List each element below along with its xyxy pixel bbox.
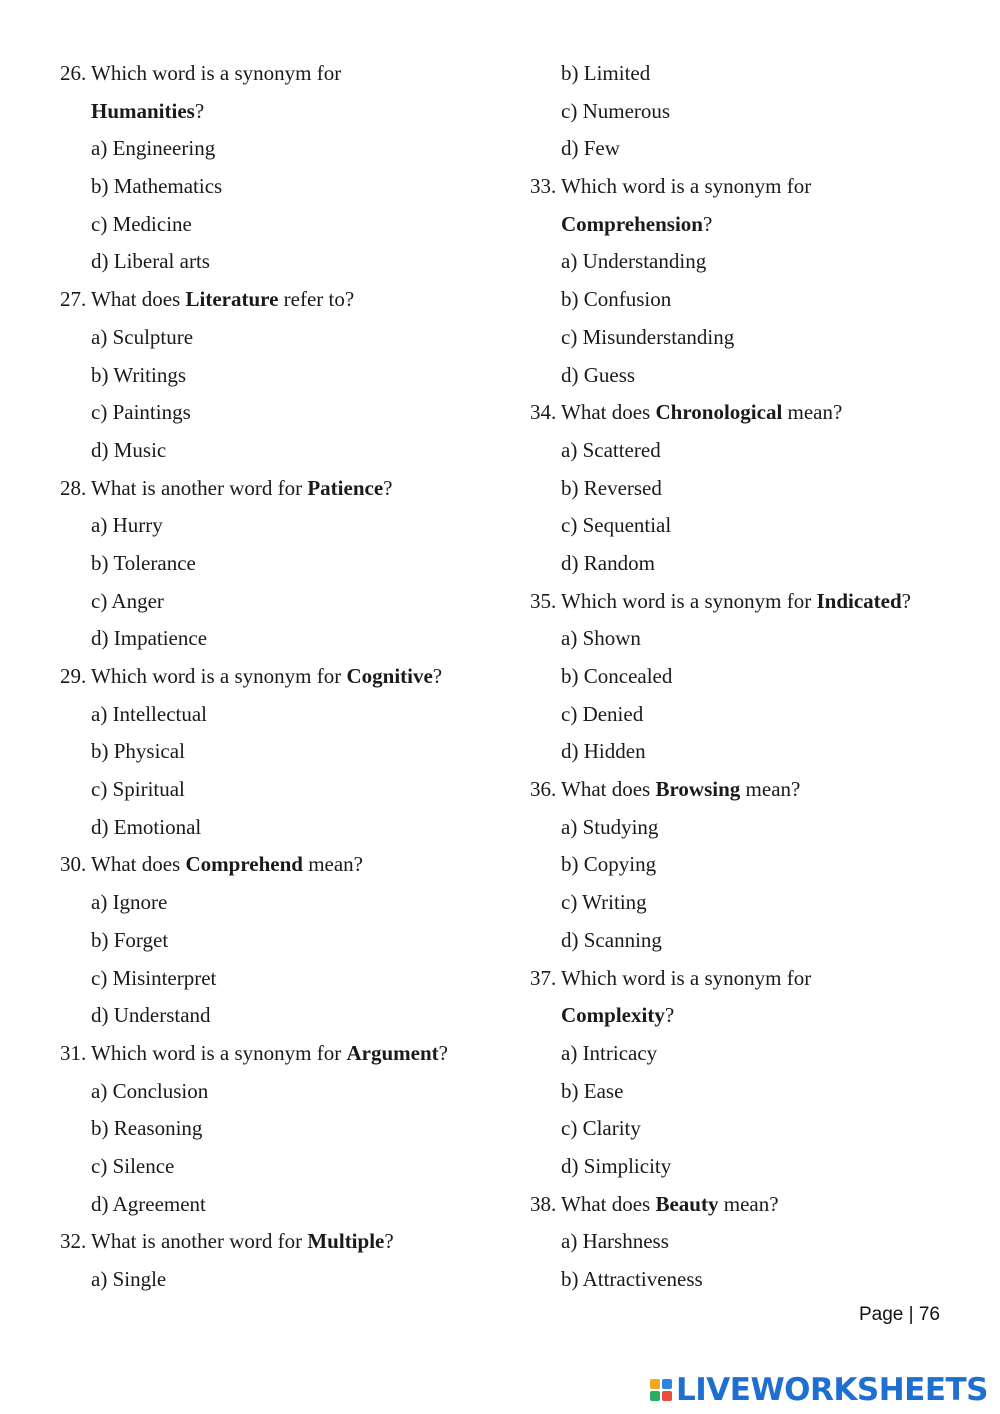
question-keyword: Argument: [346, 1040, 439, 1065]
question-number: 28.: [60, 475, 87, 500]
answer-option: a) Intellectual: [91, 701, 208, 726]
logo-square-2: [662, 1379, 672, 1389]
answer-option: c) Medicine: [91, 211, 192, 236]
question-text-pre: Which word is a synonym for: [91, 61, 342, 85]
question-keyword: Multiple: [307, 1229, 385, 1254]
question-line: [530, 1186, 970, 1224]
question-number: 35.: [530, 588, 557, 613]
answer-option: c) Paintings: [91, 400, 191, 425]
answer-option: c) Numerous: [561, 98, 671, 123]
answer-option: c) Silence: [91, 1153, 175, 1178]
question-text: [561, 1186, 779, 1224]
answer-option: c) Spiritual: [91, 777, 185, 802]
answer-option: a) Ignore: [91, 890, 168, 915]
question-text-post: mean?: [740, 777, 801, 802]
answer-option: a) Understanding: [561, 249, 707, 274]
question-line: [60, 846, 500, 884]
question-text: [561, 960, 811, 998]
answer-option: b) Confusion: [561, 287, 672, 312]
question-line: [530, 394, 970, 432]
answer-option: d) Music: [91, 437, 167, 462]
answer-option: a) Sculpture: [91, 324, 194, 349]
answer-option: c) Denied: [561, 701, 644, 726]
question-text-pre: What does: [561, 1191, 656, 1216]
question-text-post: refer to?: [278, 287, 355, 312]
question-text-pre: Which word is a synonym for: [561, 174, 812, 199]
question-continuation: [530, 997, 970, 1035]
answer-option: b) Physical: [91, 739, 185, 764]
right-column: [530, 55, 970, 1299]
question-text: [561, 583, 911, 621]
question-number: 30.: [60, 852, 87, 877]
question-text-pre: Which word is a synonym for: [561, 965, 812, 990]
page-number: Page | 76: [858, 1304, 940, 1325]
answer-option: a) Intricacy: [561, 1040, 658, 1065]
question-line: [530, 960, 970, 998]
logo-square-1: [650, 1379, 660, 1389]
question-text: [91, 1223, 394, 1261]
answer-option: d) Emotional: [91, 814, 202, 839]
question-keyword: Literature: [185, 287, 279, 312]
question-text-post: ?: [438, 1040, 448, 1065]
answer-option: a) Harshness: [561, 1229, 669, 1254]
question-keyword: Comprehend: [185, 852, 303, 877]
question-text: [561, 394, 842, 432]
answer-option: c) Misinterpret: [91, 965, 217, 990]
question-keyword: Humanities: [91, 98, 195, 123]
question-keyword: Patience: [307, 475, 384, 500]
question-keyword: Indicated: [816, 588, 902, 613]
answer-option: a) Scattered: [561, 437, 661, 462]
answer-option: d) Scanning: [561, 927, 662, 952]
question-text: [91, 658, 442, 696]
answer-option: d) Understand: [91, 1003, 211, 1028]
question-keyword: Comprehension: [561, 211, 703, 236]
question-number: 36.: [530, 777, 557, 802]
answer-option: a) Single: [91, 1267, 167, 1291]
brand-name: LIVEWORKSHEETS: [676, 1372, 988, 1408]
question-text-post: ?: [901, 588, 911, 613]
question-text-pre: What is another word for: [91, 475, 308, 500]
question-text-pre: What does: [91, 852, 186, 877]
answer-option: a) Hurry: [91, 513, 163, 538]
answer-option: b) Mathematics: [91, 174, 223, 199]
question-continuation: [530, 206, 970, 244]
answer-option: c) Clarity: [561, 1116, 641, 1141]
answer-option: d) Random: [561, 550, 655, 575]
answer-option: b) Copying: [561, 852, 657, 877]
liveworksheets-logo-icon: [650, 1379, 672, 1401]
question-line: [60, 1223, 500, 1261]
question-text-pre: What does: [91, 287, 186, 312]
answer-option: b) Forget: [91, 927, 169, 952]
answer-option: b) Limited: [561, 61, 651, 85]
question-number: 31.: [60, 1040, 87, 1065]
answer-option: b) Reversed: [561, 475, 662, 500]
question-text-pre: Which word is a synonym for: [91, 664, 347, 688]
answer-option: d) Guess: [561, 362, 636, 387]
answer-option: d) Few: [561, 136, 620, 161]
answer-option: b) Reasoning: [91, 1116, 203, 1141]
question-number: 27.: [60, 287, 87, 312]
question-number: 37.: [530, 965, 557, 990]
question-text-post: mean?: [302, 852, 363, 877]
answer-option: b) Writings: [91, 362, 187, 387]
question-text: [561, 168, 811, 206]
question-text-post: ?: [194, 98, 205, 123]
brand-watermark: [650, 1372, 988, 1408]
question-text: [91, 1035, 448, 1073]
question-text-pre: Which word is a synonym for: [561, 588, 817, 613]
question-text-post: mean?: [782, 400, 843, 425]
question-line: [530, 771, 970, 809]
question-number: 32.: [60, 1229, 87, 1254]
answer-option: a) Shown: [561, 626, 641, 651]
question-number: 29.: [60, 664, 87, 688]
question-keyword: Browsing: [655, 777, 741, 802]
left-column: [60, 55, 500, 1299]
answer-option: c) Sequential: [561, 513, 672, 538]
question-text: [91, 281, 354, 319]
question-text: [91, 470, 392, 508]
logo-square-3: [650, 1391, 660, 1401]
answer-option: b) Ease: [561, 1078, 624, 1103]
question-text-pre: What does: [561, 777, 656, 802]
question-text-post: ?: [664, 1003, 675, 1028]
question-text: [91, 846, 363, 884]
question-line: [60, 55, 500, 93]
answer-option: d) Liberal arts: [91, 249, 210, 274]
answer-option: b) Concealed: [561, 664, 673, 688]
question-text-post: ?: [383, 475, 393, 500]
question-number: 34.: [530, 400, 557, 425]
question-text-pre: What is another word for: [91, 1229, 308, 1254]
answer-option: b) Tolerance: [91, 550, 196, 575]
answer-option: a) Conclusion: [91, 1078, 209, 1103]
question-continuation: [60, 93, 500, 131]
answer-option: d) Impatience: [91, 626, 208, 651]
question-line: [60, 1035, 500, 1073]
question-keyword: Beauty: [655, 1191, 719, 1216]
question-number: 33.: [530, 174, 557, 199]
question-keyword: Complexity: [561, 1003, 665, 1028]
question-line: [60, 281, 500, 319]
answer-option: d) Simplicity: [561, 1153, 672, 1178]
question-number: 26.: [60, 61, 87, 85]
question-number: 38.: [530, 1191, 557, 1216]
question-text-pre: What does: [561, 400, 656, 425]
answer-option: d) Hidden: [561, 739, 646, 764]
answer-option: c) Anger: [91, 588, 164, 613]
question-keyword: Chronological: [655, 400, 783, 425]
question-keyword: Cognitive: [346, 664, 433, 688]
answer-option: c) Misunderstanding: [561, 324, 735, 349]
answer-option: d) Agreement: [91, 1191, 206, 1216]
answer-option: b) Attractiveness: [561, 1267, 703, 1291]
question-text-post: ?: [432, 664, 443, 688]
logo-square-4: [662, 1391, 672, 1401]
answer-option: a) Studying: [561, 814, 659, 839]
answer-option: a) Engineering: [91, 136, 216, 161]
question-line: [60, 470, 500, 508]
answer-option: c) Writing: [561, 890, 647, 915]
question-line: [530, 168, 970, 206]
question-line: [530, 583, 970, 621]
question-text: [561, 771, 800, 809]
question-text-post: mean?: [718, 1191, 779, 1216]
question-line: [60, 658, 500, 696]
question-text-pre: Which word is a synonym for: [91, 1040, 347, 1065]
question-text-post: ?: [384, 1229, 394, 1254]
question-text-post: ?: [702, 211, 713, 236]
question-text: [91, 55, 341, 93]
